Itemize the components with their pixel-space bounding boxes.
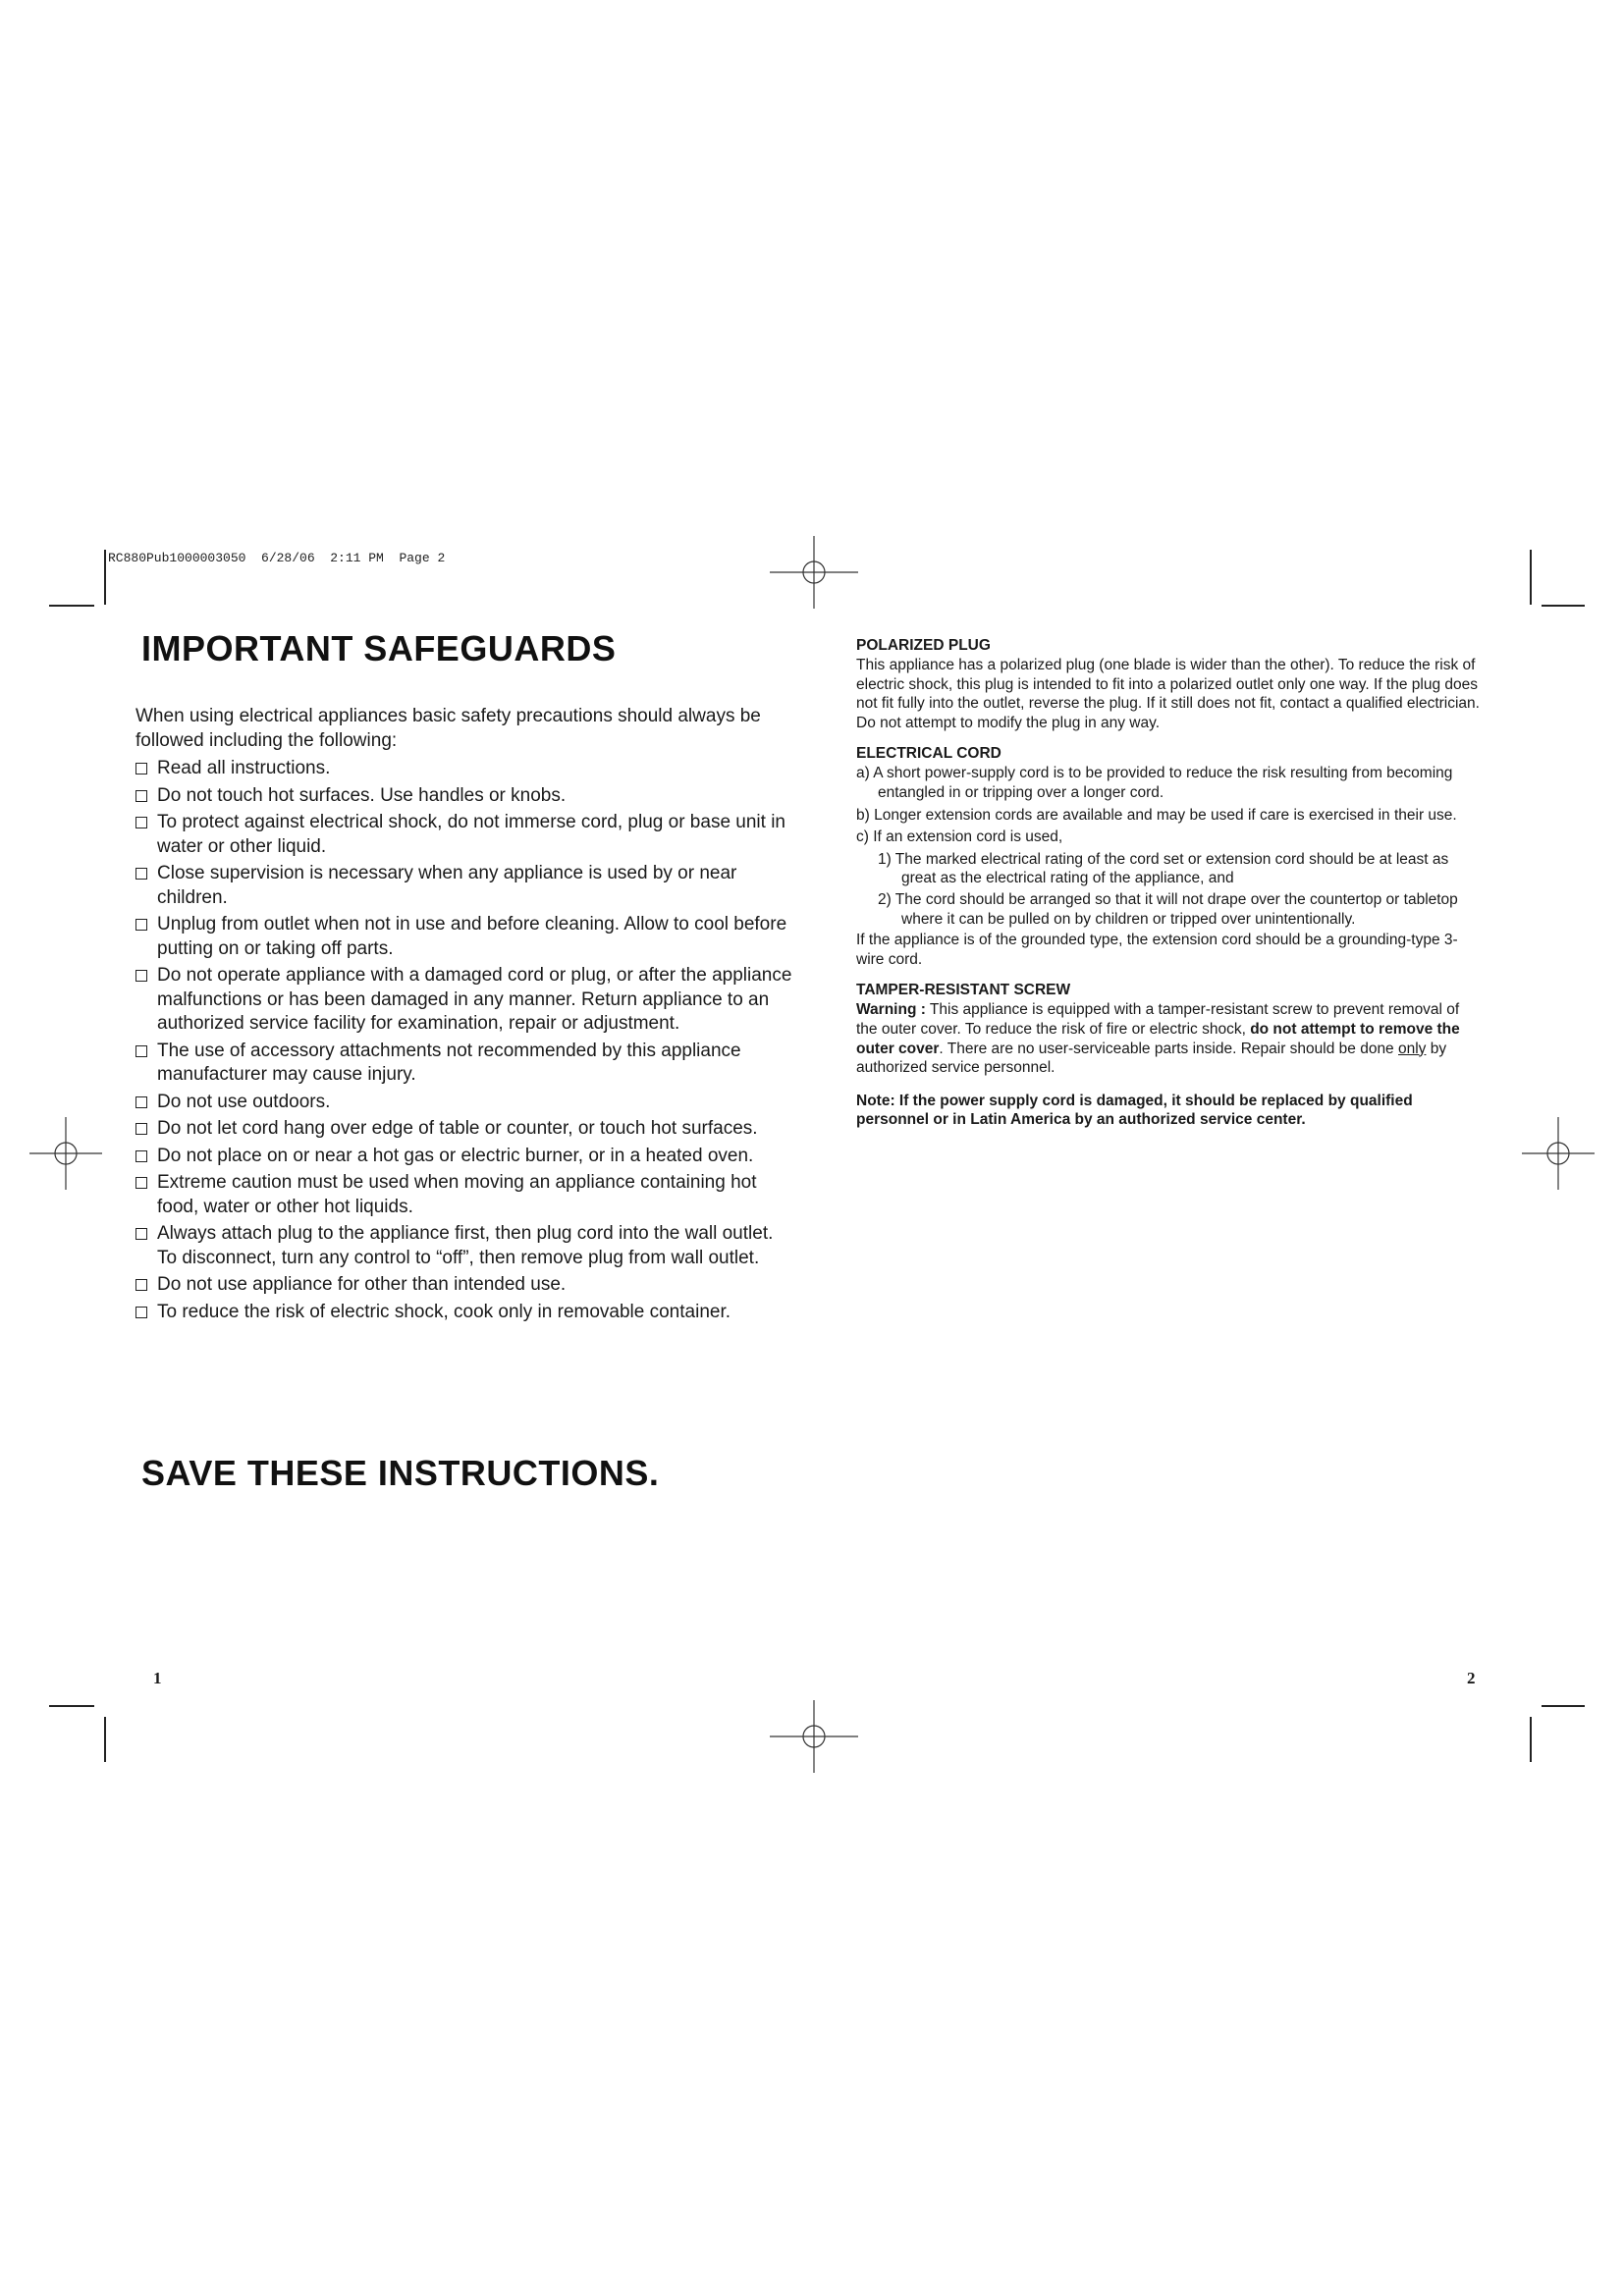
- safeguard-item: [135, 811, 795, 859]
- checkbox-icon: [135, 1045, 147, 1057]
- safeguard-item: [135, 913, 795, 961]
- crop-mark: [104, 1717, 106, 1762]
- polarized-plug-heading: POLARIZED PLUG: [856, 637, 991, 654]
- checkbox-icon: [135, 763, 147, 774]
- right-page: [856, 636, 1485, 1130]
- grounded-text: If the appliance is of the grounded type, the extension cord should be a grounding-type 3-wire cord.: [856, 932, 1458, 968]
- safeguard-text: Read all instructions.: [157, 758, 331, 778]
- safeguard-item: [135, 1091, 795, 1115]
- safeguard-text: Extreme caution must be used when moving an appliance containing hot food, water or other hot liquids.: [157, 1172, 757, 1217]
- checkbox-icon: [135, 1228, 147, 1240]
- safeguard-text: Always attach plug to the appliance first, then plug cord into the wall outlet. To disconnect, turn any control to “off”, then remove plug from wall outlet.: [157, 1223, 774, 1268]
- checkbox-icon: [135, 1150, 147, 1162]
- cord-item: a) A short power-supply cord is to be provided to reduce the risk resulting from becoming entangled in or tripping over a longer cord.: [856, 765, 1453, 801]
- registration-mark-bottom: [770, 1692, 858, 1781]
- tamper-bold: do not attempt to remove the outer cover: [856, 1020, 1460, 1057]
- crop-mark: [104, 550, 106, 605]
- checkbox-icon: [135, 919, 147, 931]
- safeguard-item: [135, 1273, 795, 1298]
- registration-mark-right: [1514, 1109, 1602, 1198]
- safeguard-text: Do not operate appliance with a damaged cord or plug, or after the appliance malfunctions or has been damaged in any manner. Return appliance to an authorized service facility for examination, repair or adjustment.: [157, 965, 792, 1034]
- checkbox-icon: [135, 817, 147, 828]
- polarized-plug-text: This appliance has a polarized plug (one blade is wider than the other). To reduce the risk of electric shock, this plug is intended to fit into a polarized outlet only one way. If the plug does not fit fully into the outlet, reverse the plug. If it still does not fit, contact a qualified electrician. Do not attempt to modify the plug in any way.: [856, 657, 1480, 731]
- safeguard-item: [135, 1117, 795, 1142]
- crop-mark: [1542, 605, 1585, 607]
- left-page: [135, 628, 795, 1327]
- registration-mark-left: [22, 1109, 110, 1198]
- page-title: IMPORTANT SAFEGUARDS: [141, 628, 617, 668]
- print-slug: RC880Pub1000003050 6/28/06 2:11 PM Page 2: [108, 551, 446, 565]
- safeguard-item: [135, 862, 795, 910]
- crop-mark: [49, 1705, 94, 1707]
- registration-mark-top: [770, 528, 858, 616]
- electrical-cord-heading: ELECTRICAL CORD: [856, 745, 1001, 763]
- safeguard-text: Unplug from outlet when not in use and before cleaning. Allow to cool before putting on or taking off parts.: [157, 914, 787, 959]
- safeguard-text: The use of accessory attachments not recommended by this appliance manufacturer may cause injury.: [157, 1040, 741, 1085]
- safeguard-list: [135, 757, 795, 1324]
- tamper-screw-heading: TAMPER-RESISTANT SCREW: [856, 982, 1071, 999]
- safeguard-item: [135, 784, 795, 809]
- crop-mark: [49, 605, 94, 607]
- safeguard-item: [135, 1145, 795, 1169]
- save-instructions-heading: SAVE THESE INSTRUCTIONS.: [141, 1453, 660, 1493]
- checkbox-icon: [135, 970, 147, 982]
- tamper-screw-text: [856, 1000, 1485, 1077]
- page-number-left: 1: [153, 1669, 162, 1687]
- checkbox-icon: [135, 1279, 147, 1291]
- safeguard-item: [135, 757, 795, 781]
- crop-mark: [1530, 1717, 1532, 1762]
- tamper-text-2: . There are no user-serviceable parts inside. Repair should be done: [939, 1040, 1398, 1057]
- safeguard-text: Do not touch hot surfaces. Use handles or knobs.: [157, 784, 567, 806]
- checkbox-icon: [135, 1123, 147, 1135]
- safeguard-item: [135, 1040, 795, 1088]
- crop-mark: [1542, 1705, 1585, 1707]
- warning-label: Warning :: [856, 1001, 926, 1019]
- extension-cord-item: 2) The cord should be arranged so that it will not drape over the countertop or tabletop where it can be pulled on by children or tripped over unintentionally.: [878, 890, 1458, 928]
- safeguard-text: Do not place on or near a hot gas or electric burner, or in a heated oven.: [157, 1145, 754, 1166]
- safeguard-item: [135, 1222, 795, 1270]
- checkbox-icon: [135, 1096, 147, 1108]
- safeguard-item: [135, 1301, 795, 1325]
- cord-item: c) If an extension cord is used,: [856, 828, 1063, 846]
- checkbox-icon: [135, 1177, 147, 1189]
- safeguard-text: To protect against electrical shock, do not immerse cord, plug or base unit in water or other liquid.: [157, 812, 785, 857]
- checkbox-icon: [135, 868, 147, 880]
- tamper-text-3: by authorized service personnel.: [856, 1040, 1447, 1077]
- extension-cord-list: [856, 850, 1485, 929]
- safeguard-text: Do not let cord hang over edge of table or counter, or touch hot surfaces.: [157, 1118, 758, 1139]
- safeguard-text: Do not use appliance for other than intended use.: [157, 1274, 567, 1295]
- tamper-text-1: This appliance is equipped with a tamper-resistant screw to prevent removal of the outer cover. To reduce the risk of fire or electric shock,: [856, 1001, 1460, 1038]
- safeguard-text: To reduce the risk of electric shock, cook only in removable container.: [157, 1301, 731, 1322]
- checkbox-icon: [135, 1307, 147, 1318]
- crop-mark: [1530, 550, 1532, 605]
- extension-cord-item: 1) The marked electrical rating of the cord set or extension cord should be at least as great as the electrical rating of the appliance, and: [878, 850, 1449, 887]
- safeguard-item: [135, 964, 795, 1037]
- page-number-right: 2: [1467, 1669, 1476, 1687]
- cord-item: b) Longer extension cords are available and may be used if care is exercised in their use.: [856, 806, 1457, 824]
- cord-list: [856, 764, 1485, 846]
- checkbox-icon: [135, 790, 147, 802]
- safeguard-text: Do not use outdoors.: [157, 1091, 331, 1112]
- intro-text: When using electrical appliances basic safety precautions should always be followed including the following:: [135, 706, 761, 751]
- power-cord-note: Note: If the power supply cord is damaged, it should be replaced by qualified personnel or in Latin America by an authorized service center.: [856, 1092, 1413, 1129]
- only-underlined: only: [1398, 1040, 1427, 1057]
- safeguard-item: [135, 1171, 795, 1219]
- safeguard-text: Close supervision is necessary when any appliance is used by or near children.: [157, 863, 737, 908]
